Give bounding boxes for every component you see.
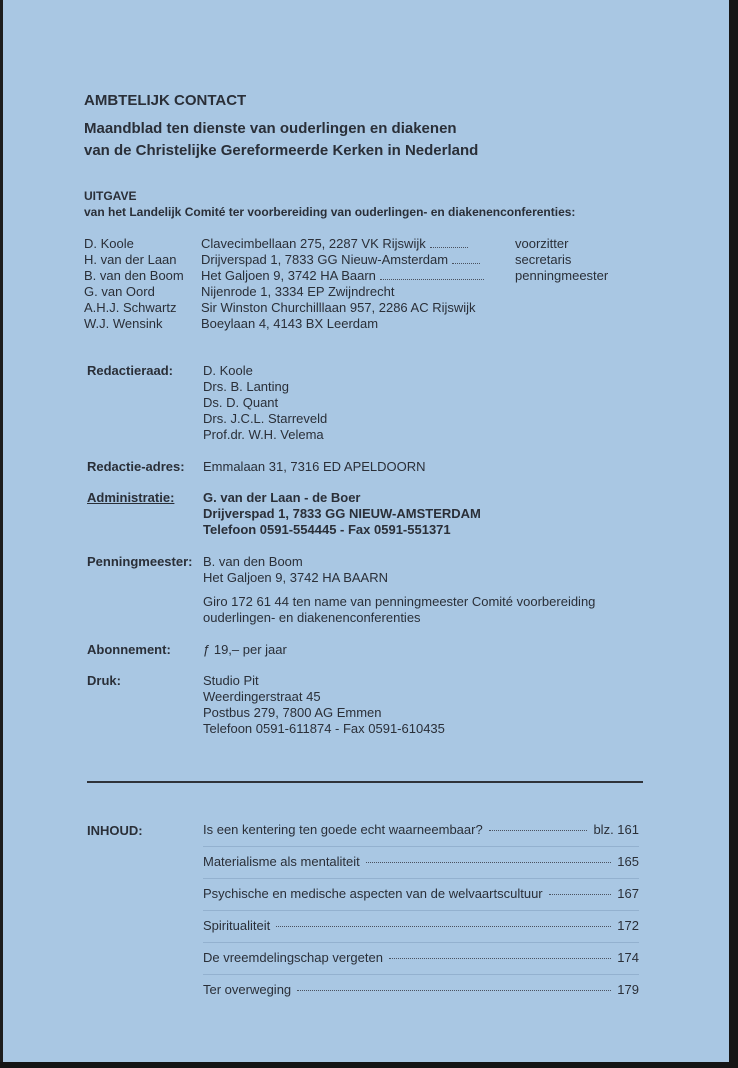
- treasurer-name: B. van den Boom: [203, 554, 303, 569]
- editorial-member: Prof.dr. W.H. Velema: [203, 427, 324, 442]
- member-role: secretaris: [515, 252, 572, 267]
- printer-name: Studio Pit: [203, 673, 259, 688]
- toc-item[interactable]: [203, 950, 639, 968]
- toc-title: Spiritualiteit: [203, 918, 271, 933]
- member-address: Nijenrode 1, 3334 EP Zwijndrecht: [201, 284, 395, 299]
- toc-separator: [203, 846, 639, 847]
- toc-leader: [297, 990, 611, 991]
- document-page: [3, 0, 729, 1062]
- administration-label: Administratie:: [87, 490, 175, 505]
- toc-title: Psychische en medische aspecten van de welvaartscultuur: [203, 886, 543, 901]
- toc-separator: [203, 878, 639, 879]
- editorial-member: Drs. B. Lanting: [203, 379, 289, 394]
- editorial-member: Ds. D. Quant: [203, 395, 279, 410]
- member-address: Sir Winston Churchilllaan 957, 2286 AC Rijswijk: [201, 300, 476, 315]
- editorial-member: D. Koole: [203, 363, 253, 378]
- member-name: B. van den Boom: [84, 268, 184, 283]
- treasurer-giro-continued: ouderlingen- en diakenenconferenties: [203, 610, 421, 625]
- member-address: Drijverspad 1, 7833 GG Nieuw-Amsterdam: [201, 252, 511, 268]
- printer-postbox: Postbus 279, 7800 AG Emmen: [203, 705, 382, 720]
- editorial-board-label: Redactieraad:: [87, 363, 173, 378]
- administration-phone: Telefoon 0591-554445 - Fax 0591-551371: [203, 522, 451, 537]
- toc-separator: [203, 910, 639, 911]
- printer-street: Weerdingerstraat 45: [203, 689, 321, 704]
- treasurer-address: Het Galjoen 9, 3742 HA BAARN: [203, 570, 388, 585]
- toc-page: 165: [617, 854, 639, 869]
- toc-leader: [389, 958, 611, 959]
- editorial-address-label: Redactie-adres:: [87, 459, 185, 474]
- administration-name: G. van der Laan - de Boer: [203, 490, 361, 505]
- toc-page: blz. 161: [593, 822, 639, 837]
- toc-leader: [366, 862, 612, 863]
- magazine-subtitle-line1: Maandblad ten dienste van ouderlingen en diakenen: [84, 120, 457, 137]
- toc-leader: [549, 894, 612, 895]
- toc-item[interactable]: [203, 886, 639, 904]
- member-name: D. Koole: [84, 236, 134, 251]
- magazine-title: AMBTELIJK CONTACT: [84, 92, 247, 109]
- toc-title: De vreemdelingschap vergeten: [203, 950, 383, 965]
- toc-item[interactable]: [203, 918, 639, 936]
- editorial-member: Drs. J.C.L. Starreveld: [203, 411, 328, 426]
- toc-page: 172: [617, 918, 639, 933]
- toc-page: 179: [617, 982, 639, 997]
- magazine-subtitle-line2: van de Christelijke Gereformeerde Kerken in Nederland: [84, 142, 479, 159]
- toc-leader: [276, 926, 611, 927]
- toc-title: Materialisme als mentaliteit: [203, 854, 360, 869]
- toc-leader: [489, 830, 588, 831]
- member-name: G. van Oord: [84, 284, 155, 299]
- section-divider: [87, 781, 643, 783]
- scan-edge-right: [729, 0, 738, 1068]
- toc-page: 174: [617, 950, 639, 965]
- editorial-address: Emmalaan 31, 7316 ED APELDOORN: [203, 459, 426, 474]
- toc-title: Is een kentering ten goede echt waarneembaar?: [203, 822, 483, 837]
- member-address: Boeylaan 4, 4143 BX Leerdam: [201, 316, 379, 331]
- toc-separator: [203, 974, 639, 975]
- member-name: W.J. Wensink: [84, 316, 163, 331]
- member-address: Het Galjoen 9, 3742 HA Baarn: [201, 268, 511, 284]
- publisher-heading: UITGAVE: [84, 189, 137, 203]
- treasurer-giro: Giro 172 61 44 ten name van penningmeester Comité voorbereiding: [203, 594, 596, 609]
- printer-phone: Telefoon 0591-611874 - Fax 0591-610435: [203, 721, 445, 736]
- subscription-label: Abonnement:: [87, 642, 171, 657]
- treasurer-label: Penningmeester:: [87, 554, 193, 569]
- toc-title: Ter overweging: [203, 982, 292, 997]
- member-role: penningmeester: [515, 268, 609, 283]
- toc-item[interactable]: [203, 822, 639, 840]
- scan-edge-bottom: [0, 1062, 738, 1068]
- toc-item[interactable]: [203, 854, 639, 872]
- member-role: voorzitter: [515, 236, 569, 251]
- publisher-subheading: van het Landelijk Comité ter voorbereiding van ouderlingen- en diakenenconferenties:: [84, 205, 576, 219]
- subscription-price: ƒ 19,– per jaar: [203, 642, 287, 657]
- printing-label: Druk:: [87, 673, 121, 688]
- member-name: H. van der Laan: [84, 252, 177, 267]
- contents-label: INHOUD:: [87, 823, 143, 838]
- member-name: A.H.J. Schwartz: [84, 300, 177, 315]
- toc-item[interactable]: [203, 982, 639, 1000]
- member-address: Clavecimbellaan 275, 2287 VK Rijswijk: [201, 236, 511, 252]
- toc-page: 167: [617, 886, 639, 901]
- administration-address: Drijverspad 1, 7833 GG NIEUW-AMSTERDAM: [203, 506, 481, 521]
- toc-separator: [203, 942, 639, 943]
